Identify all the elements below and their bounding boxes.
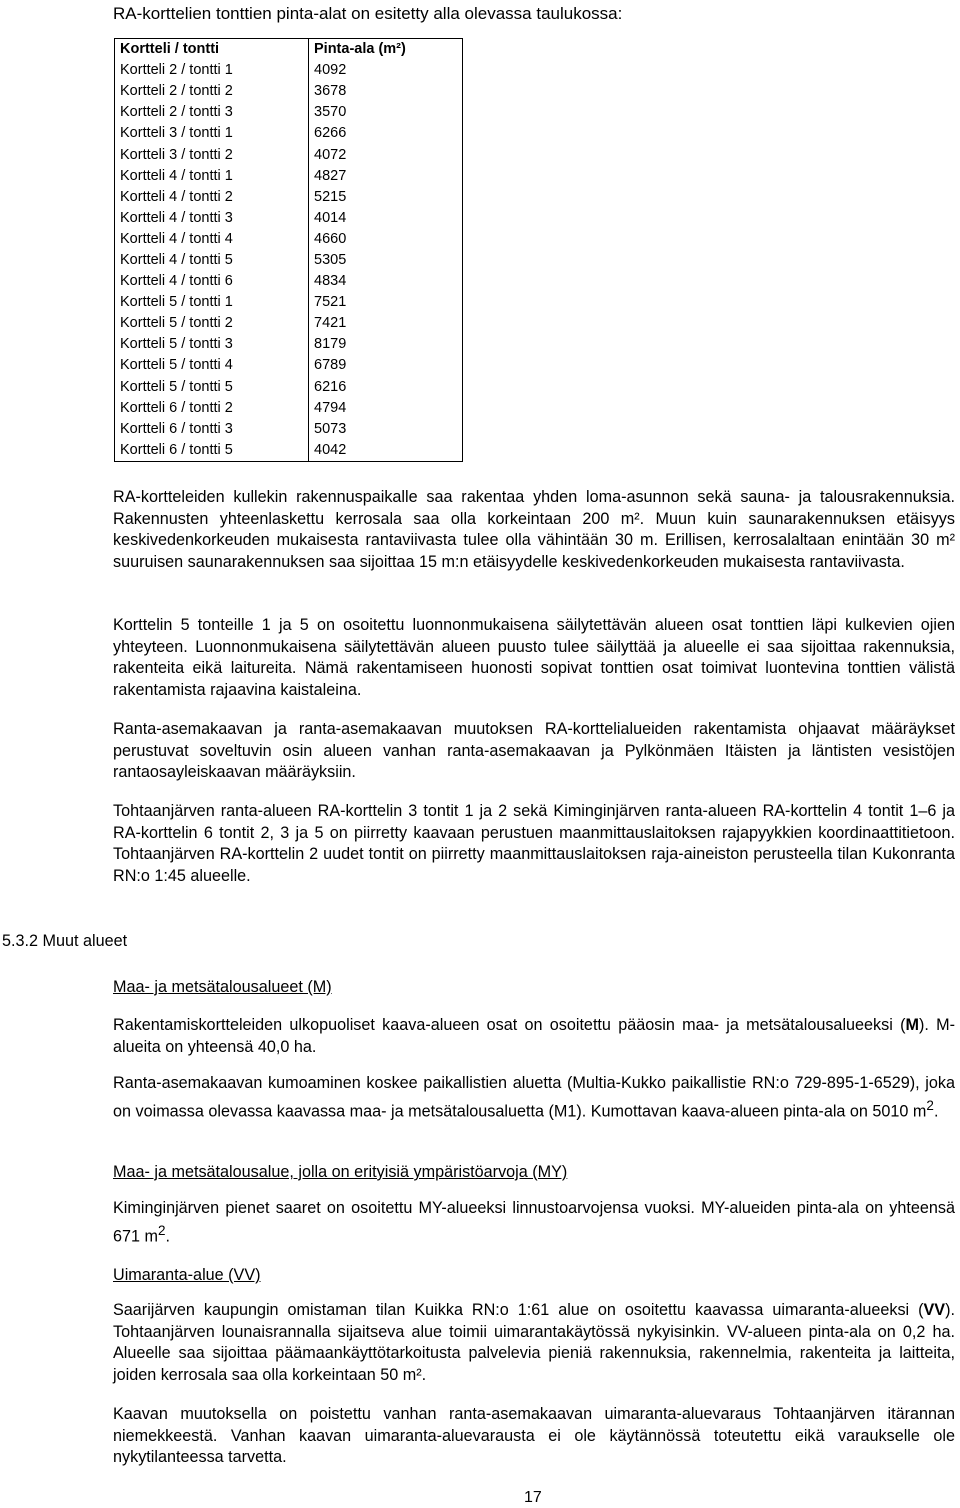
area-cell: 5073 (309, 419, 463, 440)
block-plot-cell: Kortteli 4 / tontti 3 (115, 208, 309, 229)
area-cell: 4827 (309, 166, 463, 187)
table-row (115, 292, 463, 313)
area-cell: 4014 (309, 208, 463, 229)
area-cell: 3678 (309, 81, 463, 102)
block-plot-cell: Kortteli 4 / tontti 1 (115, 166, 309, 187)
area-cell: 8179 (309, 334, 463, 355)
table-row (115, 313, 463, 334)
intro-text: RA-korttelien tonttien pinta-alat on esitetty alla olevassa taulukossa: (113, 4, 623, 23)
block-plot-cell: Kortteli 6 / tontti 5 (115, 440, 309, 462)
ra-building-rules-paragraph: RA-kortteleiden kullekin rakennuspaikalle saa rakentaa yhden loma-asunnon sekä sauna- ja talousrakennuksia. Rakennusten yhteenlaskettu kerrosala saa olla korkeintaan 200 m². Muun kuin saunarakennuksen etäisyys keskivedenkorkeuden mukaisesta rantaviivasta tulee olla vähintään 30 m. Erillisen, kerrosalaltaan enintään 30 m² suuruisen saunarakennuksen saa sijoittaa 15 m:n etäisyydelle keskivedenkorkeuden mukaisesta rantaviivasta. (113, 488, 955, 571)
regulation-basis-paragraph: Ranta-asemakaavan ja ranta-asemakaavan muutoksen RA-korttelialueiden rakentamista ohjaavat määräykset perustuvat soveltuvin osin alueen vanhan ranta-asemakaavan ja Pylkönmäen Itäisten ja läntisten vesistöjen rantaosayleiskaavan määräyksiin. (113, 720, 955, 781)
table-row (115, 166, 463, 187)
column-header-block-plot: Kortteli / tontti (115, 39, 309, 61)
area-cell: 5215 (309, 187, 463, 208)
area-cell: 7421 (309, 313, 463, 334)
m-area-paragraph-2: Ranta-asemakaavan kumoaminen koskee paikallistien aluetta (Multia-Kukko paikallistie RN:o 729-895-1-6529), joka on voimassa olevassa kaavassa maa- ja metsätalousaluetta (M1). Kumottavan kaava-alueen pinta-ala on 5010 $m^2$. (113, 1074, 955, 1120)
block-plot-cell: Kortteli 4 / tontti 6 (115, 271, 309, 292)
area-cell: 3570 (309, 102, 463, 123)
area-cell: 4660 (309, 229, 463, 250)
table-row (115, 144, 463, 165)
vv-area-paragraph-2: Kaavan muutoksella on poistettu vanhan ranta-asemakaavan uimaranta-aluevaraus Tohtaanjärven itärannan niemekkeestä. Vanhan kaavan uimaranta-aluevarausta ei ole käytännössä toteutettu eikä varaukselle ole nykytilanteessa tarvetta. (113, 1405, 955, 1466)
block-plot-cell: Kortteli 2 / tontti 1 (115, 60, 309, 81)
table-header-row (115, 39, 463, 61)
area-cell: 6216 (309, 377, 463, 398)
block-plot-cell: Kortteli 5 / tontti 3 (115, 334, 309, 355)
block-plot-cell: Kortteli 2 / tontti 2 (115, 81, 309, 102)
table-row (115, 271, 463, 292)
block-plot-cell: Kortteli 5 / tontti 4 (115, 355, 309, 376)
m-area-heading: Maa- ja metsätalousalueet (M) (113, 978, 332, 996)
block-plot-cell: Kortteli 3 / tontti 1 (115, 123, 309, 144)
table-row (115, 377, 463, 398)
column-header-area: Pinta-ala (m²) (309, 39, 463, 61)
vv-area-heading: Uimaranta-alue (VV) (113, 1266, 261, 1284)
area-cell: 4834 (309, 271, 463, 292)
block-plot-cell: Kortteli 6 / tontti 2 (115, 398, 309, 419)
table-row (115, 229, 463, 250)
table-row (115, 419, 463, 440)
my-area-paragraph: Kiminginjärven pienet saaret on osoitettu MY-alueeksi linnustoarvojensa vuoksi. MY-alueiden pinta-ala on yhteensä 671 $m^2$. (113, 1199, 955, 1245)
table-row (115, 440, 463, 462)
area-cell: 6789 (309, 355, 463, 376)
area-cell: 5305 (309, 250, 463, 271)
my-area-heading: Maa- ja metsätalousalue, jolla on erityisiä ympäristöarvoja (MY) (113, 1163, 568, 1181)
table-row (115, 187, 463, 208)
block-plot-cell: Kortteli 5 / tontti 1 (115, 292, 309, 313)
page-number: 17 (524, 1489, 542, 1506)
table-row (115, 208, 463, 229)
block-plot-cell: Kortteli 4 / tontti 4 (115, 229, 309, 250)
plot-drawing-paragraph: Tohtaanjärven ranta-alueen RA-korttelin 3 tontit 1 ja 2 sekä Kiminginjärven ranta-alueen RA-korttelin 4 tontit 1–6 ja RA-korttelin 6 tontit 2, 3 ja 5 on piirretty kaavaan perustuen maanmittauslaitoksen rajapyykkien koordinaattitietoon. Tohtaanjärven RA-korttelin 2 uudet tontit on piirretty maanmittauslaitoksen raja-aineiston perusteella tilan Kukonranta RN:o 1:45 alueelle. (113, 802, 955, 885)
table-row (115, 250, 463, 271)
block-plot-cell: Kortteli 5 / tontti 2 (115, 313, 309, 334)
area-cell: 4794 (309, 398, 463, 419)
block-plot-cell: Kortteli 4 / tontti 2 (115, 187, 309, 208)
table-row (115, 60, 463, 81)
area-cell: 4092 (309, 60, 463, 81)
vv-area-paragraph-1: Saarijärven kaupungin omistaman tilan Kuikka RN:o 1:61 alue on osoitettu kaavassa uimaranta-alueeksi (VV). Tohtaanjärven lounaisrannalla sijaitseva alue toimii uimarantakäytössä nykyisinkin. VV-alueen pinta-ala on 0,2 ha. Alueelle saa sijoittaa päämaankäyttötarkoitusta palvelevia pieniä rakennuksia, rakennelmia, rakenteita ja laitteita, joiden kerrosala saa olla korkeintaan 50 m². (113, 1301, 955, 1384)
table-row (115, 81, 463, 102)
block-plot-cell: Kortteli 6 / tontti 3 (115, 419, 309, 440)
table-row (115, 334, 463, 355)
block-plot-cell: Kortteli 5 / tontti 5 (115, 377, 309, 398)
m-area-paragraph-1: Rakentamiskortteleiden ulkopuoliset kaava-alueen osat on osoitettu pääosin maa- ja metsätalousalueeksi (M). M-alueita on yhteensä 40,0 ha. (113, 1016, 955, 1056)
block-plot-cell: Kortteli 3 / tontti 2 (115, 144, 309, 165)
block-plot-cell: Kortteli 4 / tontti 5 (115, 250, 309, 271)
section-heading: 5.3.2 Muut alueet (2, 932, 128, 950)
area-cell: 6266 (309, 123, 463, 144)
plot-area-table (114, 38, 463, 462)
table-row (115, 398, 463, 419)
area-cell: 4042 (309, 440, 463, 462)
block-plot-cell: Kortteli 2 / tontti 3 (115, 102, 309, 123)
table-row (115, 355, 463, 376)
block5-nature-paragraph: Korttelin 5 tonteille 1 ja 5 on osoitettu luonnonmukaisena säilytettävän alueen osat tonttien läpi kulkevien ojien yhteyteen. Luonnonmukaisena säilytettävän alueen puusto tulee säilyttää ja alueelle ei saa sijoittaa rakennuksia, rakenteita eikä laitureita. Nämä rakentamiseen huonosti sopivat tonttien osat toimivat luontevina tonttien välistä rakentamista rajaavina kaistaleina. (113, 616, 955, 699)
area-cell: 4072 (309, 144, 463, 165)
table-row (115, 123, 463, 144)
table-row (115, 102, 463, 123)
area-cell: 7521 (309, 292, 463, 313)
